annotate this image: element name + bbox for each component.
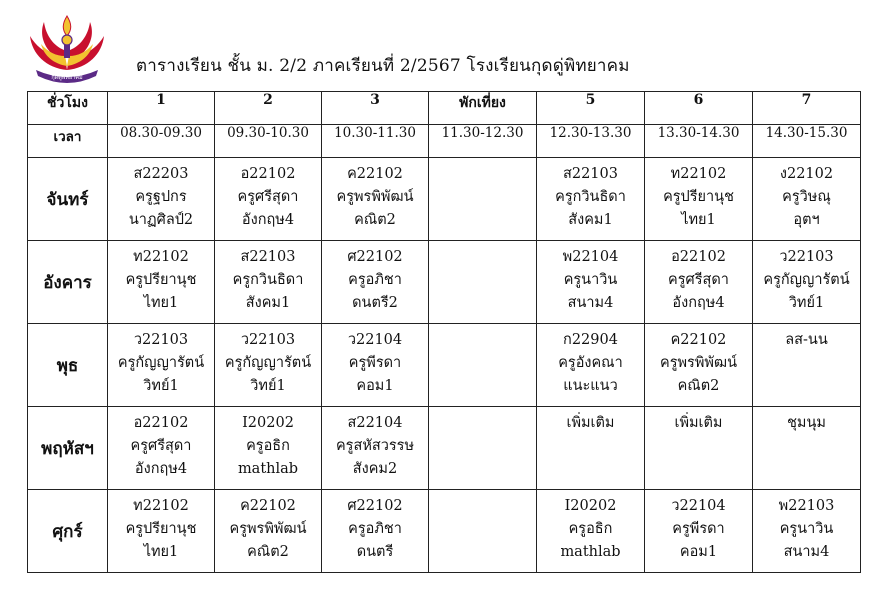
subject-code: ศ22102	[347, 498, 403, 514]
subject-name: คณิต2	[354, 212, 396, 228]
teacher-name: ครูกวินธิดา	[555, 189, 626, 205]
subject-name: ไทย1	[143, 544, 179, 560]
day-row	[28, 241, 861, 324]
subject-name: อุตฯ	[793, 212, 820, 228]
schedule-cell	[322, 490, 429, 573]
subject-name: แนะแนว	[563, 378, 618, 394]
time-slot: 14.30-15.30	[753, 125, 861, 158]
subject-name: อังกฤษ4	[672, 295, 725, 311]
page-title: ตารางเรียน ชั้น ม. 2/2 ภาคเรียนที่ 2/2567 โรงเรียนกุดดู่พิทยาคม	[136, 56, 630, 76]
schedule-cell	[753, 158, 861, 241]
schedule-cell	[645, 324, 753, 407]
period-header-row	[28, 92, 861, 125]
schedule-cell	[322, 241, 429, 324]
teacher-name: ครูศรีสุดา	[668, 272, 729, 288]
schedule-cell	[645, 490, 753, 573]
schedule-cell	[753, 241, 861, 324]
time-slot: 11.30-12.30	[429, 125, 537, 158]
subject-name: วิทย์1	[788, 295, 825, 311]
schedule-cell	[108, 407, 215, 490]
schedule-cell	[322, 407, 429, 490]
subject-name: วิทย์1	[250, 378, 286, 394]
subject-code: ชุมนุม	[787, 415, 826, 431]
day-label: อังคาร	[28, 241, 108, 324]
period-header: 7	[753, 92, 861, 125]
time-row	[28, 125, 861, 158]
period-label: ชั่วโมง	[28, 92, 108, 125]
teacher-name: ครูอภิชา	[348, 272, 402, 288]
subject-name: คอม1	[679, 544, 718, 560]
subject-name: สังคม1	[245, 295, 291, 311]
schedule-cell	[215, 324, 322, 407]
subject-name: สนาม4	[567, 295, 614, 311]
teacher-name: ครูนาวิน	[563, 272, 618, 288]
teacher-name: ครูปรียานุช	[125, 521, 197, 537]
subject-code: ว22103	[240, 332, 296, 348]
schedule-cell	[108, 324, 215, 407]
subject-code: ก22904	[563, 332, 618, 348]
school-logo	[26, 10, 108, 86]
subject-code: พ22103	[778, 498, 835, 514]
subject-code: ท22102	[670, 166, 727, 182]
day-label: จันทร์	[28, 158, 108, 241]
schedule-cell	[753, 490, 861, 573]
subject-code: อ22102	[240, 166, 296, 182]
subject-code: ค22102	[670, 332, 727, 348]
teacher-name: ครูอภิชา	[348, 521, 402, 537]
subject-name: ไทย1	[681, 212, 716, 228]
teacher-name: ครูกัญญารัตน์	[117, 355, 205, 371]
schedule-cell	[645, 407, 753, 490]
schedule-cell	[215, 241, 322, 324]
subject-code: ส22203	[133, 166, 189, 182]
subject-name: วิทย์1	[143, 378, 179, 394]
subject-name: คณิต2	[677, 378, 720, 394]
teacher-name: ครูพรพิพัฒน์	[660, 355, 737, 371]
teacher-name: ครูศรีสุดา	[130, 438, 192, 454]
empty-cell	[429, 407, 537, 490]
schedule-cell	[215, 407, 322, 490]
subject-code: ง22102	[779, 166, 834, 182]
subject-code: ว22104	[347, 332, 403, 348]
schedule-cell	[108, 158, 215, 241]
subject-name: ดนตรี	[356, 544, 394, 560]
teacher-name: ครูอธิก	[246, 438, 290, 454]
subject-name: นาฏศิลป์2	[128, 212, 194, 228]
subject-code: I20202	[242, 415, 294, 431]
subject-name: อังกฤษ4	[241, 212, 295, 228]
empty-cell	[429, 158, 537, 241]
subject-code: ว22104	[671, 498, 726, 514]
teacher-name: ครูศรีสุดา	[237, 189, 299, 205]
teacher-name: ครูพรพิพัฒน์	[229, 521, 307, 537]
subject-code: ส22103	[563, 166, 618, 182]
subject-code: อ22102	[133, 415, 189, 431]
schedule-cell	[537, 158, 645, 241]
time-slot: 10.30-11.30	[322, 125, 429, 158]
subject-code: ท22102	[133, 249, 189, 265]
schedule-cell	[537, 407, 645, 490]
teacher-name: ครูสหัสวรรษ	[335, 438, 415, 454]
empty-cell	[429, 241, 537, 324]
empty-cell	[429, 324, 537, 407]
teacher-name: ครูนาวิน	[779, 521, 834, 537]
empty-cell	[429, 490, 537, 573]
svg-text:กุดดู่พิทยาคม: กุดดู่พิทยาคม	[51, 75, 83, 81]
subject-name: สังคม1	[568, 212, 613, 228]
time-slot: 13.30-14.30	[645, 125, 753, 158]
day-label: ศุกร์	[28, 490, 108, 573]
subject-name: mathlab	[237, 461, 299, 477]
subject-code: ค22102	[347, 166, 403, 182]
schedule-cell	[537, 324, 645, 407]
subject-code: ว22103	[133, 332, 189, 348]
subject-code: ส22103	[240, 249, 296, 265]
teacher-name: ครูปรียานุช	[125, 272, 197, 288]
subject-code: อ22102	[671, 249, 726, 265]
day-row	[28, 490, 861, 573]
period-header: 5	[537, 92, 645, 125]
teacher-name: ครูวิษณุ	[782, 189, 831, 205]
schedule-cell	[537, 490, 645, 573]
subject-code: ส22104	[347, 415, 403, 431]
subject-name: อังกฤษ4	[134, 461, 188, 477]
time-slot: 08.30-09.30	[108, 125, 215, 158]
period-header-lunch: พักเที่ยง	[429, 92, 537, 125]
period-header: 6	[645, 92, 753, 125]
period-header: 1	[108, 92, 215, 125]
teacher-name: ครูอธิก	[568, 521, 613, 537]
teacher-name: ครูกัญญารัตน์	[224, 355, 312, 371]
period-header: 2	[215, 92, 322, 125]
subject-name: ดนตรี2	[352, 295, 398, 311]
schedule-cell	[108, 490, 215, 573]
subject-name: คณิต2	[247, 544, 289, 560]
subject-code: เพิ่มเติม	[674, 415, 723, 431]
day-label: พฤหัสฯ	[28, 407, 108, 490]
subject-code: ค22102	[240, 498, 296, 514]
subject-name: คอม1	[356, 378, 394, 394]
subject-name: สังคม2	[352, 461, 398, 477]
schedule-cell	[753, 324, 861, 407]
schedule-cell	[322, 158, 429, 241]
teacher-name: ครูกัญญารัตน์	[763, 272, 850, 288]
teacher-name: ครูพรพิพัฒน์	[336, 189, 414, 205]
day-row	[28, 407, 861, 490]
teacher-name: ครูพีรดา	[672, 521, 725, 537]
schedule-cell	[322, 324, 429, 407]
day-label: พุธ	[28, 324, 108, 407]
timetable	[27, 91, 861, 573]
subject-code: ท22102	[133, 498, 189, 514]
day-row	[28, 158, 861, 241]
schedule-cell	[645, 241, 753, 324]
time-label: เวลา	[28, 125, 108, 158]
time-slot: 12.30-13.30	[537, 125, 645, 158]
teacher-name: ครูพีรดา	[348, 355, 402, 371]
subject-code: I20202	[564, 498, 617, 514]
schedule-cell	[215, 158, 322, 241]
subject-name: สนาม4	[783, 544, 830, 560]
subject-code: ศ22102	[347, 249, 403, 265]
teacher-name: ครูกวินธิดา	[232, 272, 304, 288]
subject-code: พ22104	[562, 249, 619, 265]
schedule-cell	[108, 241, 215, 324]
teacher-name: ครูฐปกร	[135, 189, 187, 205]
schedule-cell	[537, 241, 645, 324]
schedule-cell	[645, 158, 753, 241]
schedule-cell	[753, 407, 861, 490]
period-header: 3	[322, 92, 429, 125]
teacher-name: ครูอังคณา	[558, 355, 623, 371]
subject-code: ลส-นน	[785, 332, 828, 348]
subject-code: ว22103	[779, 249, 834, 265]
subject-code: เพิ่มเติม	[566, 415, 615, 431]
time-slot: 09.30-10.30	[215, 125, 322, 158]
day-row	[28, 324, 861, 407]
subject-name: ไทย1	[143, 295, 179, 311]
subject-name: mathlab	[560, 544, 621, 560]
teacher-name: ครูปรียานุช	[663, 189, 734, 205]
schedule-cell	[215, 490, 322, 573]
